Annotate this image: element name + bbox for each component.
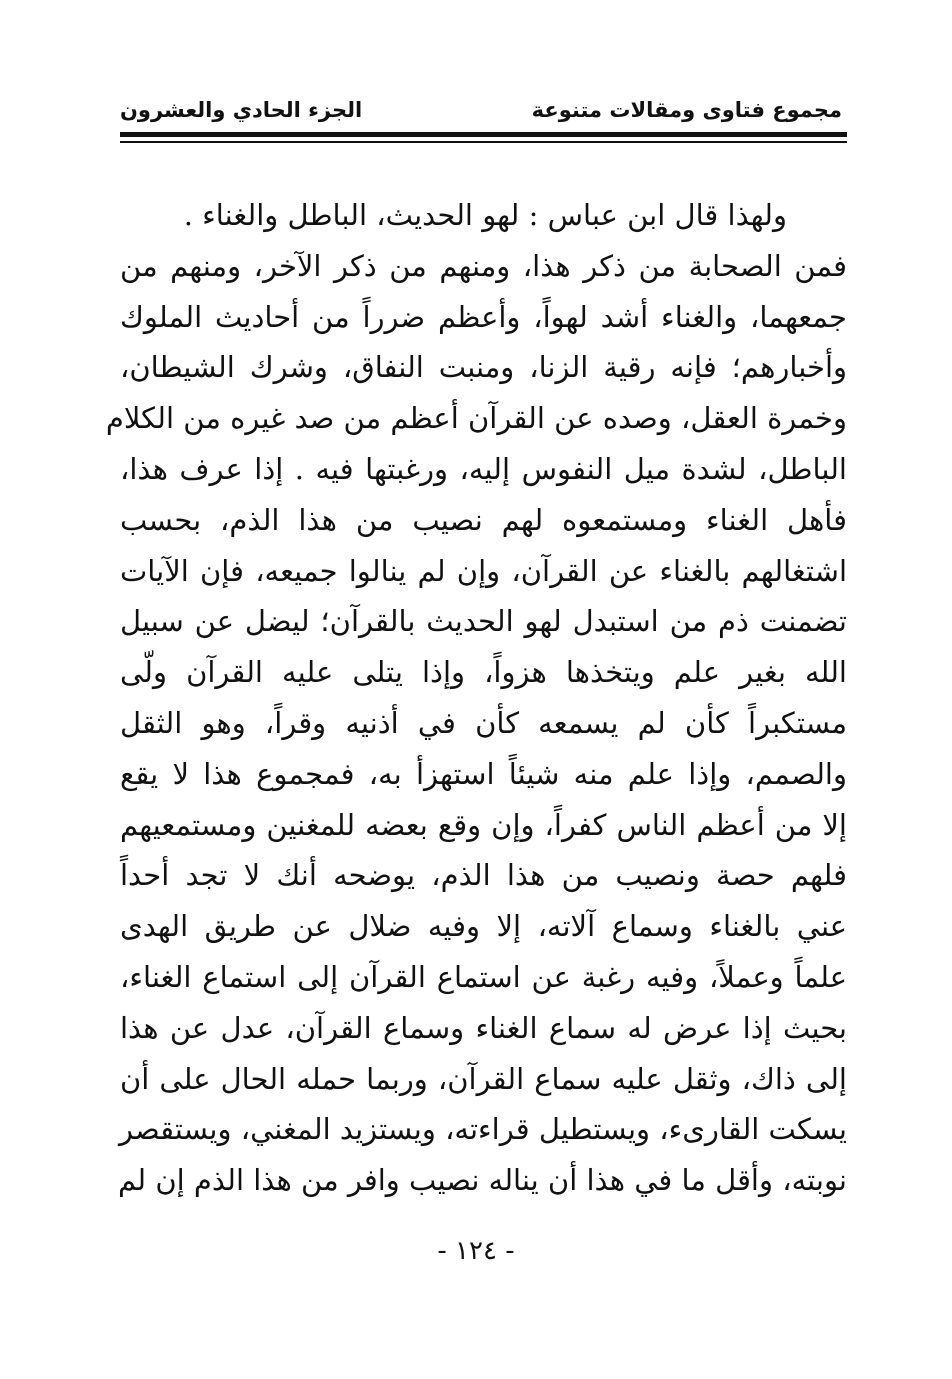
volume-title: الجزء الحادي والعشرون	[120, 98, 363, 122]
text-line: إلا من أعظم الناس كفراً، وإن وقع بعضه للمغنين ومستمعيهم	[120, 807, 847, 842]
body-text	[105, 190, 847, 1206]
text-line: وأخبارهم؛ فإنه رقية الزنا، ومنبت النفاق، وشرك الشيطان،	[120, 350, 847, 385]
text-line: يسكت القارىء، ويستطيل قراءته، ويستزيد المغني، ويستقصر	[118, 1112, 847, 1147]
text-line: بحيث إذا عرض له سماع الغناء وسماع القرآن، عدل عن هذا	[120, 1010, 847, 1045]
text-line: جمعهما، والغناء أشد لهواً، وأعظم ضرراً من أحاديث الملوك	[120, 299, 847, 334]
running-header	[120, 92, 842, 128]
text-line: فلهم حصة ونصيب من هذا الذم، يوضحه أنك لا تجد أحداً	[120, 858, 847, 893]
text-line: والصمم، وإذا علم منه شيئاً استهزأ به، فمجموع هذا لا يقع	[120, 756, 847, 791]
text-line: فمن الصحابة من ذكر هذا، ومنهم من ذكر الآخر، ومنهم من	[120, 248, 847, 283]
text-line: الله بغير علم ويتخذها هزواً، وإذا يتلى عليه القرآن ولّى	[120, 655, 847, 690]
text-line: وخمرة العقل، وصده عن القرآن أعظم من صد غيره من الكلام	[105, 401, 847, 436]
text-line: تضمنت ذم من استبدل لهو الحديث بالقرآن؛ ليضل عن سبيل	[120, 604, 847, 639]
text-line: عني بالغناء وسماع آلاته، إلا وفيه ضلال عن طريق الهدى	[120, 909, 847, 944]
page-number: - ١٢٤ -	[437, 1236, 515, 1266]
book-title: مجموع فتاوى ومقالات متنوعة	[531, 98, 842, 122]
header-rule-thin	[120, 141, 847, 143]
text-line: مستكبراً كأن لم يسمعه كأن في أذنيه وقراً، وهو الثقل	[120, 705, 847, 740]
text-line: اشتغالهم بالغناء عن القرآن، وإن لم ينالوا جميعه، فإن الآيات	[120, 553, 847, 588]
text-line: علماً وعملاً، وفيه رغبة عن استماع القرآن إلى استماع الغناء،	[120, 959, 847, 994]
header-rule-thick	[120, 132, 847, 137]
text-line: نوبته، وأقل ما في هذا أن يناله نصيب وافر من هذا الذم إن لم	[118, 1163, 847, 1198]
text-line: إلى ذاك، وثقل عليه سماع القرآن، وربما حمله الحال على أن	[120, 1061, 847, 1096]
text-line: الباطل، لشدة ميل النفوس إليه، ورغبتها فيه . إذا عرف هذا،	[120, 451, 847, 486]
text-line: ولهذا قال ابن عباس : لهو الحديث، الباطل والغناء .	[183, 198, 787, 232]
text-line: فأهل الغناء ومستمعوه لهم نصيب من هذا الذم، بحسب	[120, 502, 847, 537]
